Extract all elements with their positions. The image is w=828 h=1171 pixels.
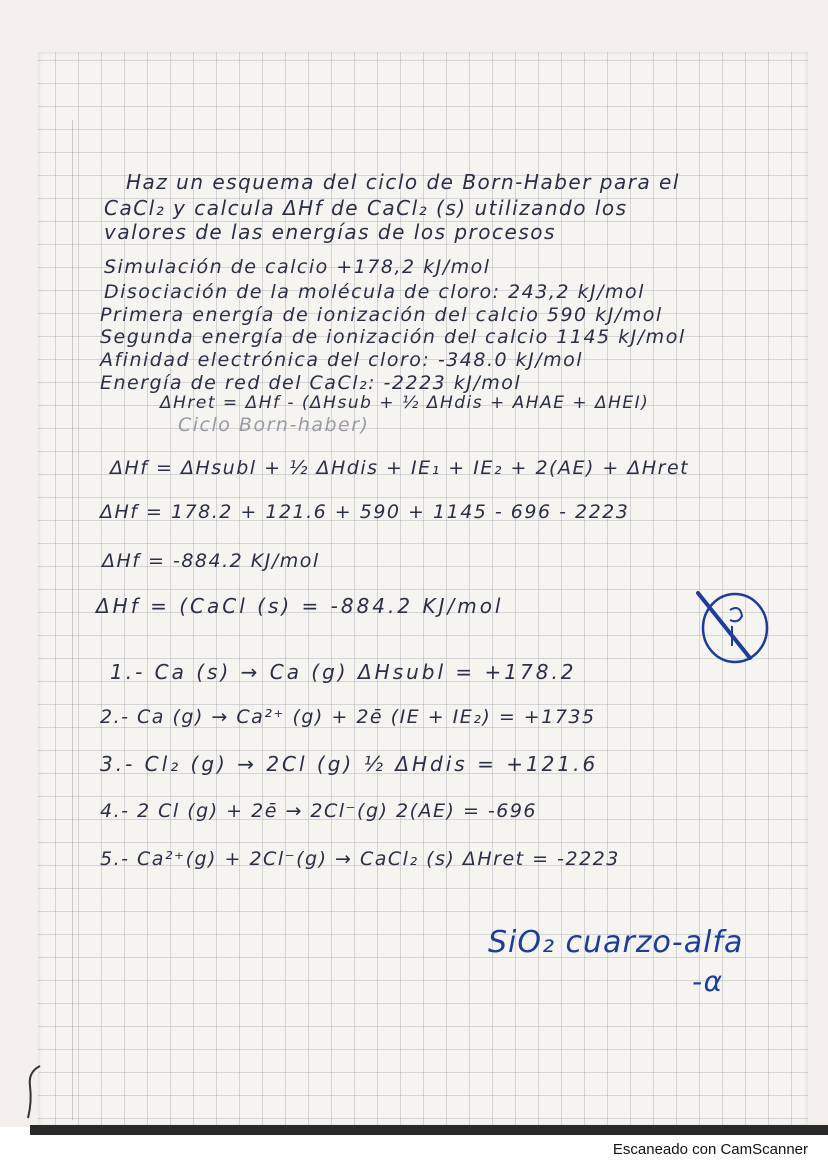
data-line-6: Energía de red del CaCl₂: -2223 kJ/mol bbox=[100, 372, 522, 394]
title-line-1: Haz un esquema del ciclo de Born-Haber para el bbox=[126, 170, 680, 194]
calc-line-1: ΔHf = ΔHsubl + ½ ΔHdis + IE₁ + IE₂ + 2(AE) + ΔHret bbox=[110, 457, 690, 479]
ciclo-label: Ciclo Born-haber) bbox=[178, 414, 370, 436]
step-5: 5.- Ca²⁺(g) + 2Cl⁻(g) → CaCl₂ (s) ΔHret = -2223 bbox=[100, 848, 620, 870]
step-3: 3.- Cl₂ (g) → 2Cl (g) ½ ΔHdis = +121.6 bbox=[100, 752, 599, 776]
calc-line-2: ΔHf = 178.2 + 121.6 + 590 + 1145 - 696 - 2223 bbox=[100, 501, 630, 523]
formula-ret: ΔHret = ΔHf - (ΔHsub + ½ ΔHdis + AHAE + ΔHEI) bbox=[160, 393, 650, 413]
camscanner-watermark: Escaneado con CamScanner bbox=[612, 1141, 808, 1158]
margin-line bbox=[72, 120, 73, 1120]
data-line-4: Segunda energía de ionización del calcio 1145 kJ/mol bbox=[100, 326, 686, 348]
step-2: 2.- Ca (g) → Ca²⁺ (g) + 2ē (IE + IE₂) = +1735 bbox=[100, 706, 596, 728]
data-line-5: Afinidad electrónica del cloro: -348.0 kJ/mol bbox=[100, 349, 584, 371]
sio2-note: SiO₂ cuarzo-alfa bbox=[488, 925, 744, 960]
step-1: 1.- Ca (s) → Ca (g) ΔHsubl = +178.2 bbox=[110, 660, 577, 684]
title-line-3: valores de las energías de los procesos bbox=[104, 220, 556, 244]
step-4: 4.- 2 Cl (g) + 2ē → 2Cl⁻(g) 2(AE) = -696 bbox=[100, 800, 538, 822]
title-line-2: CaCl₂ y calcula ΔHf de CaCl₂ (s) utilizando los bbox=[104, 196, 628, 220]
page-edge-shadow bbox=[30, 1125, 828, 1135]
ink-stamp-doodle bbox=[690, 588, 780, 668]
data-line-2: Disociación de la molécula de cloro: 243,2 kJ/mol bbox=[104, 281, 645, 303]
calc-line-3: ΔHf = -884.2 KJ/mol bbox=[102, 550, 320, 572]
calc-line-4: ΔHf = (CaCl (s) = -884.2 KJ/mol bbox=[96, 594, 504, 618]
margin-scribble bbox=[24, 1062, 44, 1122]
data-line-3: Primera energía de ionización del calcio 590 kJ/mol bbox=[100, 304, 663, 326]
data-line-1: Simulación de calcio +178,2 kJ/mol bbox=[104, 256, 491, 278]
alpha-note: -α bbox=[692, 965, 724, 998]
